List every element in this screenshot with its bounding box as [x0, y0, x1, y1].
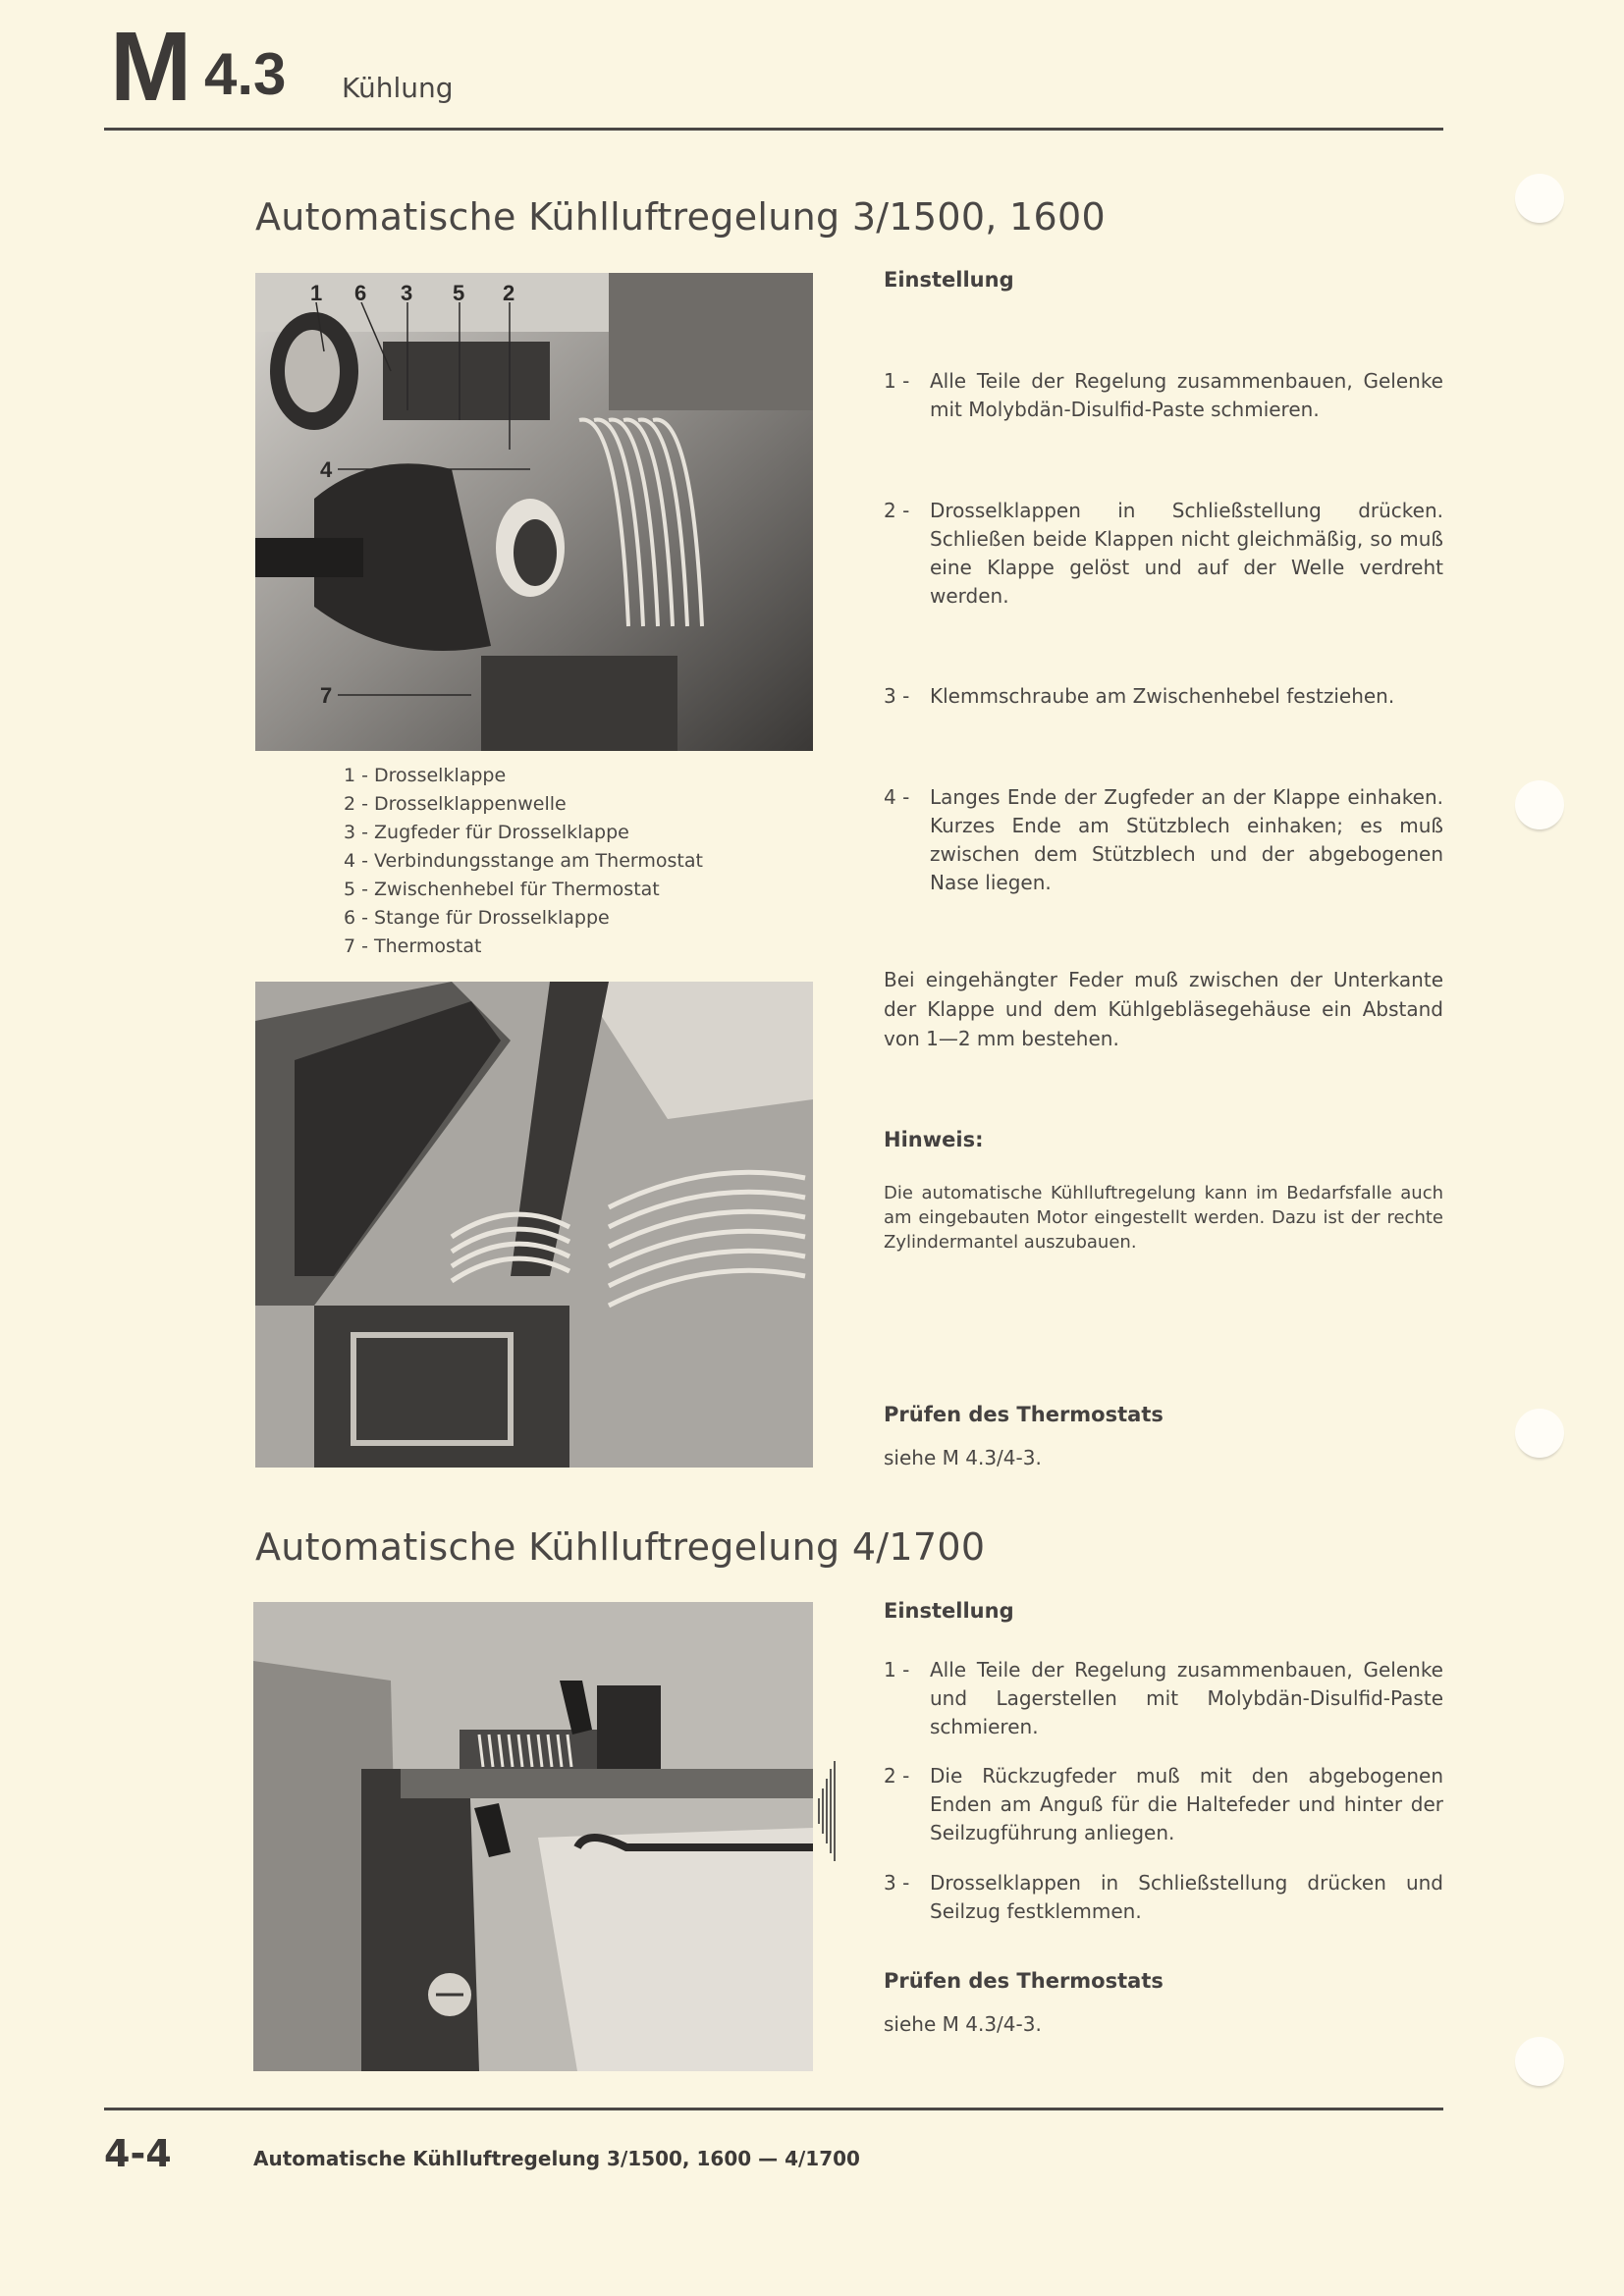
step-number: 1 - [884, 1658, 910, 1682]
punch-hole [1515, 780, 1564, 829]
punch-hole [1515, 2037, 1564, 2086]
step-text: Drosselklappen in Schließstellung drücken. Schließen beide Klappen nicht gleichmäßig, so muß eine Klappe gelöst und auf der Welle verdreht werden. [930, 499, 1443, 608]
step-text: Langes Ende der Zugfeder an der Klappe einhaken. Kurzes Ende am Stützblech einhaken; es muß zwischen dem Stützblech und der abgebogenen Nase liegen. [930, 785, 1443, 894]
photo-label-2: 2 [503, 281, 515, 305]
step-number: 2 - [884, 1764, 910, 1788]
legend-item: 6 - Stange für Drosselklappe [344, 907, 610, 929]
engine-photo-labeled [255, 273, 813, 751]
photo-legend [344, 762, 703, 961]
step-number: 3 - [884, 684, 910, 708]
pruefen-reference-link-1[interactable]: siehe M 4.3/4-3. [884, 1446, 1042, 1469]
page-number: 4-4 [104, 2132, 172, 2175]
hinweis-heading: Hinweis: [884, 1128, 984, 1151]
section-title-4-1700: Automatische Kühlluftregelung 4/1700 [255, 1525, 986, 1569]
step-3 [884, 682, 1443, 711]
photo-label-7: 7 [320, 683, 333, 708]
step-number: 4 - [884, 785, 910, 809]
legend-item: 2 - Drosselklappenwelle [344, 793, 567, 815]
legend-item: 3 - Zugfeder für Drosselklappe [344, 822, 629, 843]
pliers-photo-illustration [255, 982, 813, 1468]
step-text: Alle Teile der Regelung zusammenbauen, Gelenke und Lagerstellen mit Molybdän-Disulfid-Paste schmieren. [930, 1658, 1443, 1738]
step-4 [884, 783, 1443, 897]
step-2 [884, 1762, 1443, 1847]
step-text: Drosselklappen in Schließstellung drücken und Seilzug festklemmen. [930, 1871, 1443, 1923]
step-1 [884, 1656, 1443, 1741]
step-text: Alle Teile der Regelung zusammenbauen, Gelenke mit Molybdän-Disulfid-Paste schmieren. [930, 369, 1443, 421]
cable-photo-illustration [253, 1602, 813, 2071]
engine-photo-illustration [255, 273, 813, 751]
einstellung-heading-2: Einstellung [884, 1599, 1014, 1623]
pliers-adjustment-photo [255, 982, 813, 1468]
step-number: 1 - [884, 369, 910, 393]
footer-title: Automatische Kühlluftregelung 3/1500, 1600 — 4/1700 [253, 2147, 860, 2170]
step-text: Die Rückzugfeder muß mit den abgebogenen Enden am Anguß für die Haltefeder und hinter der Seilzugführung anliegen. [930, 1764, 1443, 1844]
hinweis-text: Die automatische Kühlluftregelung kann im Bedarfsfalle auch am eingebauten Motor eingestellt werden. Dazu ist der rechte Zylindermantel auszubauen. [884, 1183, 1443, 1253]
legend-item: 7 - Thermostat [344, 935, 482, 957]
legend-item: 4 - Verbindungsstange am Thermostat [344, 850, 703, 872]
photo-label-3: 3 [401, 281, 413, 305]
step-3 [884, 1869, 1443, 1926]
photo-label-1: 1 [310, 281, 323, 305]
step-1 [884, 367, 1443, 424]
spring-gap-note: Bei eingehängter Feder muß zwischen der Unterkante der Klappe und dem Kühlgebläsegehäuse ein Abstand von 1—2 mm bestehen. [884, 968, 1443, 1050]
photo-label-5: 5 [453, 281, 465, 305]
section-title-3-1500-1600: Automatische Kühlluftregelung 3/1500, 1600 [255, 195, 1106, 239]
cable-spring-photo [253, 1602, 813, 2071]
pruefen-reference-link-2[interactable]: siehe M 4.3/4-3. [884, 2012, 1042, 2036]
pruefen-heading-1: Prüfen des Thermostats [884, 1403, 1164, 1426]
legend-item: 1 - Drosselklappe [344, 765, 507, 786]
chapter-title: Kühlung [342, 72, 454, 104]
footer-rule [104, 2108, 1443, 2110]
punch-hole [1515, 1409, 1564, 1458]
step-text: Klemmschraube am Zwischenhebel festziehen. [930, 684, 1395, 708]
photo-label-6: 6 [354, 281, 367, 305]
header-rule [104, 128, 1443, 131]
legend-item: 5 - Zwischenhebel für Thermostat [344, 879, 660, 900]
step-number: 2 - [884, 499, 910, 522]
section-marker-icon [815, 1757, 837, 1865]
photo-label-4: 4 [320, 457, 333, 482]
chapter-number: 4.3 [204, 41, 287, 107]
punch-hole [1515, 174, 1564, 223]
step-number: 3 - [884, 1871, 910, 1895]
step-2 [884, 497, 1443, 611]
einstellung-heading: Einstellung [884, 268, 1014, 292]
chapter-letter: M [110, 12, 189, 122]
pruefen-heading-2: Prüfen des Thermostats [884, 1969, 1164, 1993]
